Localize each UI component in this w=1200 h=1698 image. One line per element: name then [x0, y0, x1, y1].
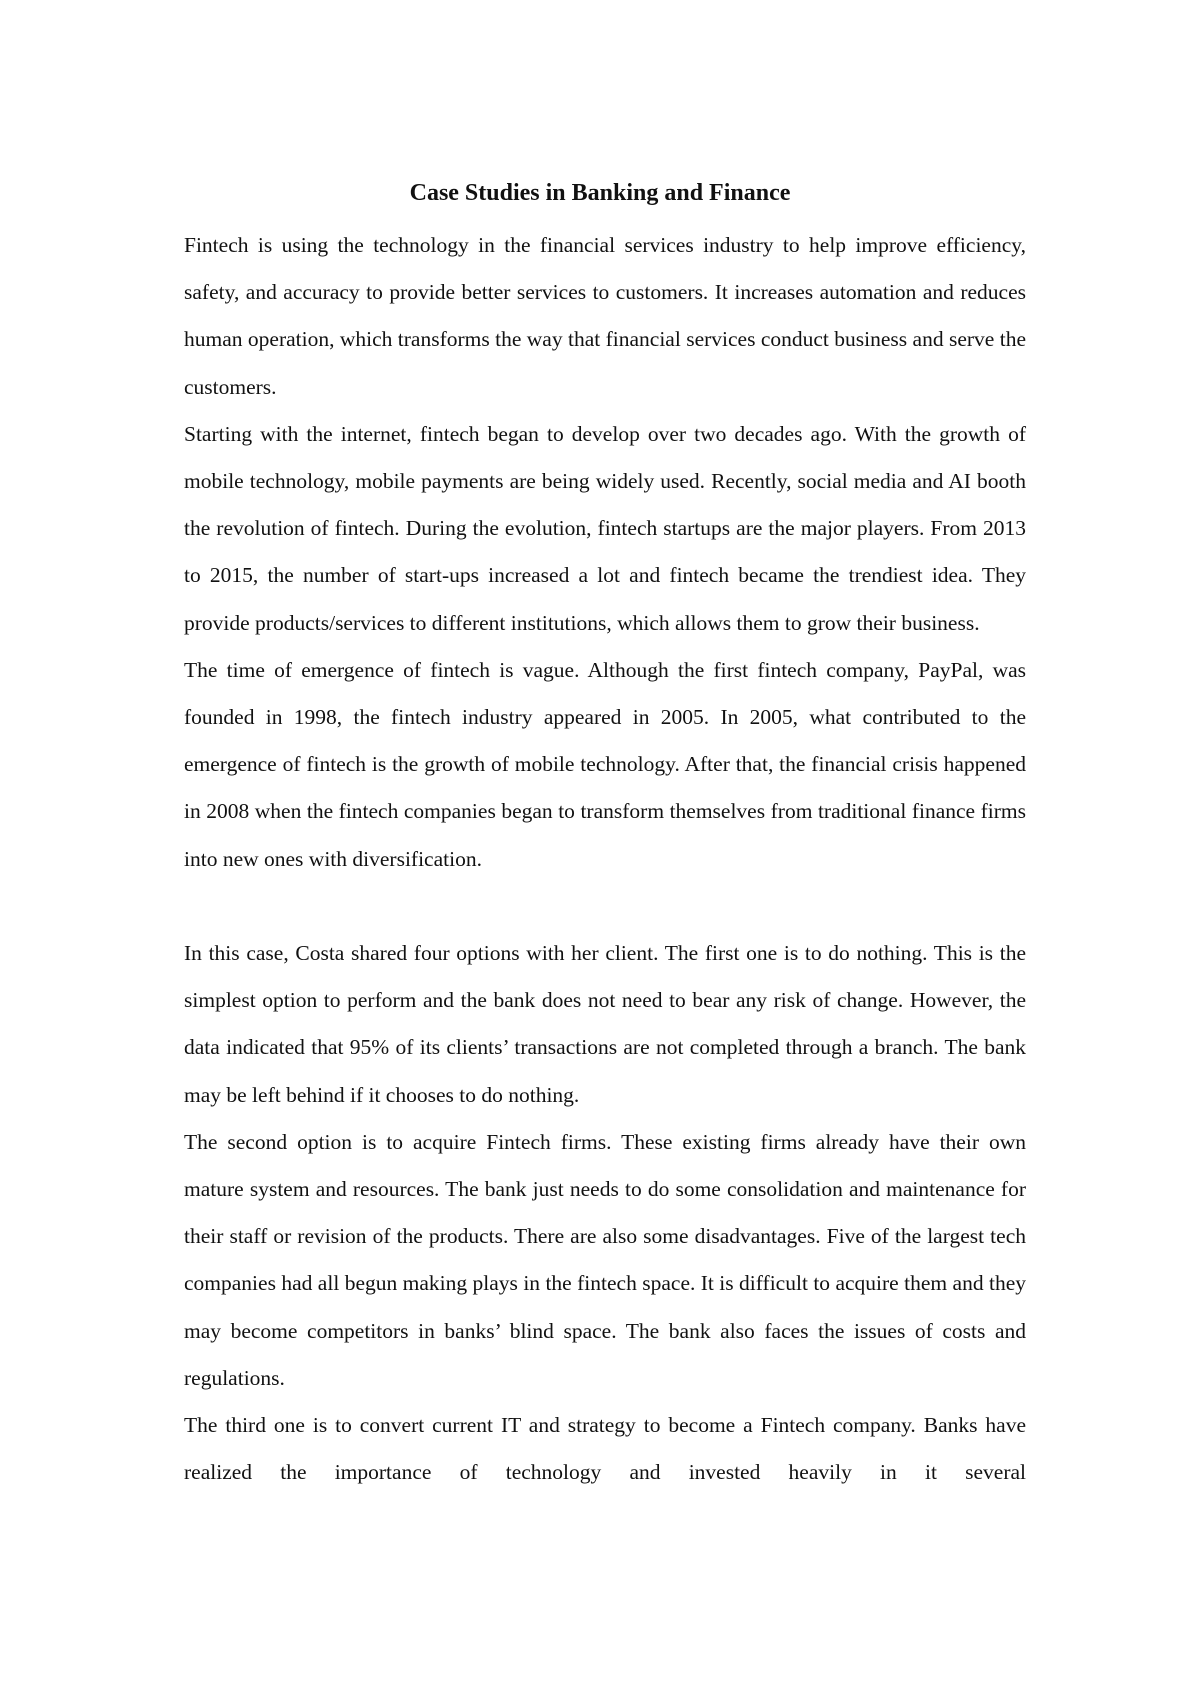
paragraph-fintech-emergence: The time of emergence of fintech is vague. Although the first fintech company, PayPal, was founded in 1998, the fintech industry appeared in 2005. In 2005, what contributed to the emergence of fintech is the growth of mobile technology. After that, the financial crisis happened in 2008 when the fintech companies began to transform themselves from traditional finance firms into new ones with diversification.	[184, 657, 1026, 871]
paragraph-fintech-history: Starting with the internet, fintech began to develop over two decades ago. With the growth of mobile technology, mobile payments are being widely used. Recently, social media and AI booth the revolution of fintech. During the evolution, fintech startups are the major players. From 2013 to 2015, the number of start-ups increased a lot and fintech became the trendiest idea. They provide products/services to different institutions, which allows them to grow their business.	[184, 421, 1026, 635]
document-body	[184, 222, 1026, 1496]
paragraph-spacer	[184, 883, 1026, 930]
paragraph-fintech-definition: Fintech is using the technology in the financial services industry to help improve efficiency, safety, and accuracy to provide better services to customers. It increases automation and reduces human operation, which transforms the way that financial services conduct business and serve the customers.	[184, 233, 1026, 399]
document-title: Case Studies in Banking and Finance	[409, 180, 791, 206]
paragraph-option-one: In this case, Costa shared four options with her client. The first one is to do nothing. This is the simplest option to perform and the bank does not need to bear any risk of change. However, the data indicated that 95% of its clients’ transactions are not completed through a branch. The bank may be left behind if it chooses to do nothing.	[184, 941, 1026, 1107]
paragraph-option-three: The third one is to convert current IT and strategy to become a Fintech company. Banks have realized the importance of technology and invested heavily in it several	[184, 1413, 1026, 1485]
paragraph-option-two: The second option is to acquire Fintech firms. These existing firms already have their own mature system and resources. The bank just needs to do some consolidation and maintenance for their staff or revision of the products. There are also some disadvantages. Five of the largest tech companies had all begun making plays in the fintech space. It is difficult to acquire them and they may become competitors in banks’ blind space. The bank also faces the issues of costs and regulations.	[184, 1129, 1026, 1390]
